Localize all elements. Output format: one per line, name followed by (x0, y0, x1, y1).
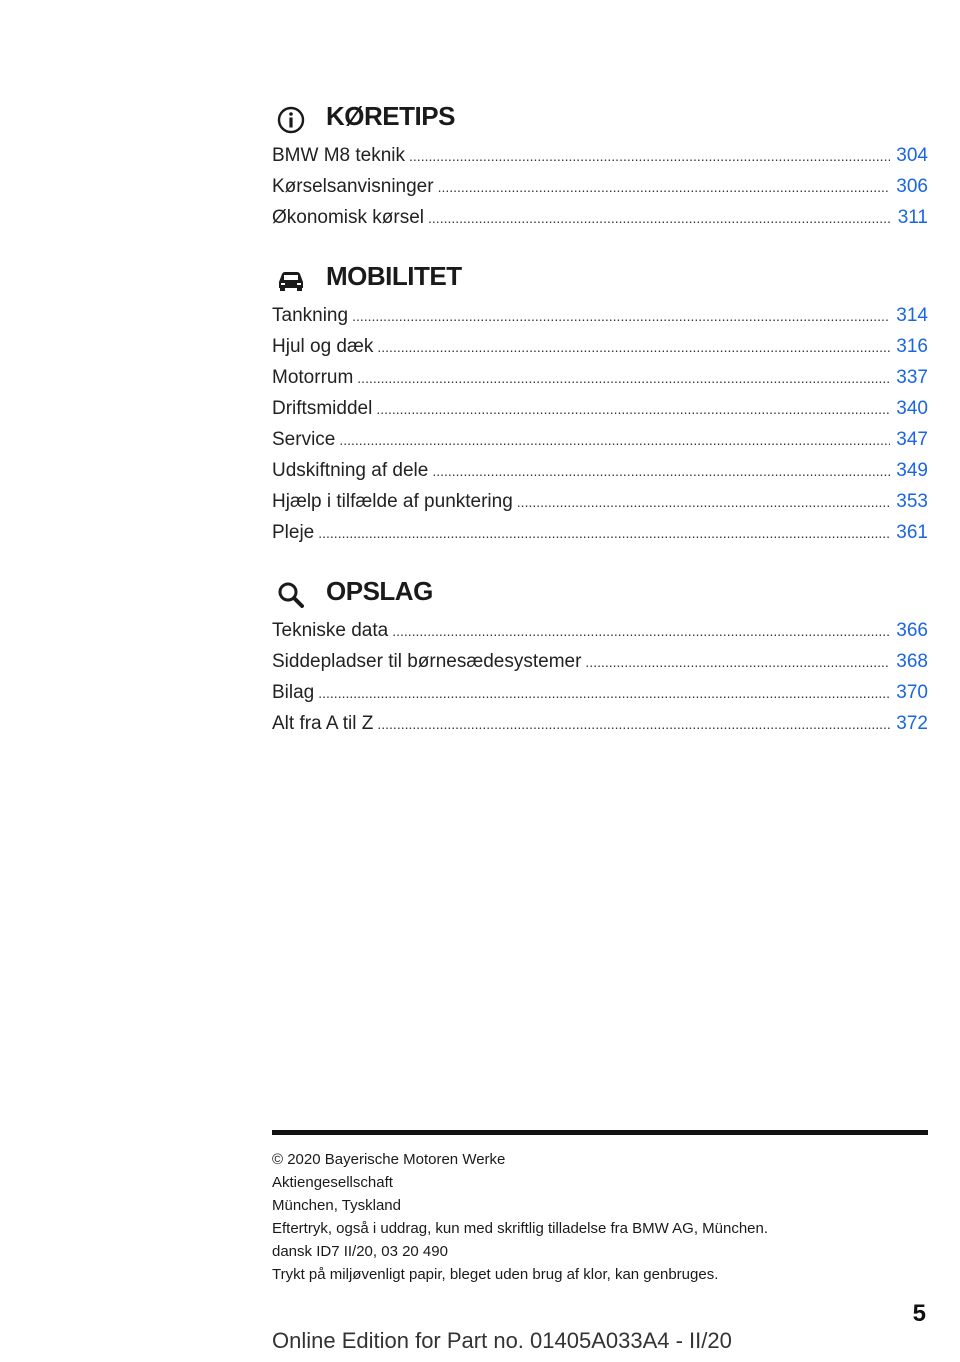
toc-entry[interactable] (272, 646, 928, 677)
toc-page-link[interactable]: 337 (896, 367, 928, 388)
imprint-line: Trykt på miljøvenligt papir, bleget uden brug af klor, kan genbruges. (272, 1266, 719, 1283)
section-opslag (272, 574, 928, 739)
toc-entry-label: Tekniske data (272, 620, 389, 641)
toc-page-link[interactable]: 353 (896, 491, 928, 512)
toc-page-link[interactable]: 306 (896, 176, 928, 197)
toc-entry[interactable] (272, 708, 928, 739)
toc-page-link[interactable]: 314 (896, 305, 928, 326)
toc-entry[interactable] (272, 171, 928, 202)
toc-page-link[interactable]: 304 (896, 145, 928, 166)
toc-entry[interactable] (272, 615, 928, 646)
dot-leader (409, 141, 890, 172)
toc-page-link[interactable]: 366 (896, 620, 928, 641)
divider-rule (272, 1130, 928, 1135)
section-title: MOBILITET (326, 261, 462, 291)
dot-leader (318, 518, 890, 549)
toc-entry-label: BMW M8 teknik (272, 145, 406, 166)
toc-page-link[interactable]: 349 (896, 460, 928, 481)
dot-leader (339, 425, 890, 456)
section-koeretips (272, 99, 928, 233)
toc-entry[interactable] (272, 455, 928, 486)
toc-entry[interactable] (272, 424, 928, 455)
toc-entry-label: Alt fra A til Z (272, 713, 374, 734)
toc-entry[interactable] (272, 393, 928, 424)
toc-entry[interactable] (272, 362, 928, 393)
toc-entry[interactable] (272, 331, 928, 362)
footer-edition-text: Online Edition for Part no. 01405A033A4 - II/20 (272, 1328, 732, 1353)
dot-leader (318, 678, 890, 709)
dot-leader (392, 616, 890, 647)
imprint-line: Eftertryk, også i uddrag, kun med skriftlig tilladelse fra BMW AG, München. (272, 1220, 769, 1237)
toc-entry-label: Hjul og dæk (272, 336, 374, 357)
dot-leader (377, 709, 890, 740)
toc-entry[interactable] (272, 486, 928, 517)
section-header (272, 259, 928, 299)
dot-leader (432, 456, 890, 487)
toc-entry-label: Siddepladser til børnesædesystemer (272, 651, 582, 672)
imprint (272, 1148, 928, 1286)
dot-leader (377, 332, 890, 363)
toc-list (272, 300, 928, 548)
car-icon (276, 265, 306, 295)
toc-entry-label: Bilag (272, 682, 315, 703)
toc-list (272, 140, 928, 233)
section-header (272, 574, 928, 614)
info-icon (276, 105, 306, 135)
toc-entry-label: Hjælp i tilfælde af punktering (272, 491, 513, 512)
toc-page-link[interactable]: 316 (896, 336, 928, 357)
toc-entry-label: Motorrum (272, 367, 354, 388)
toc-page-link[interactable]: 370 (896, 682, 928, 703)
page-number: 5 (912, 1300, 926, 1327)
dot-leader (352, 301, 890, 332)
toc-entry-label: Udskiftning af dele (272, 460, 429, 481)
section-title: OPSLAG (326, 576, 433, 606)
section-header (272, 99, 928, 139)
toc-entry[interactable] (272, 517, 928, 548)
toc-entry-label: Service (272, 429, 336, 450)
imprint-line: München, Tyskland (272, 1197, 401, 1214)
toc-page-link[interactable]: 347 (896, 429, 928, 450)
toc-page-link[interactable]: 311 (897, 207, 928, 228)
toc-page-link[interactable]: 361 (896, 522, 928, 543)
dot-leader (376, 394, 890, 425)
toc-entry-label: Pleje (272, 522, 315, 543)
toc-page-link[interactable]: 368 (896, 651, 928, 672)
toc-entry-label: Tankning (272, 305, 349, 326)
section-title: KØRETIPS (326, 101, 455, 131)
dot-leader (517, 487, 891, 518)
toc-list (272, 615, 928, 739)
toc-page-link[interactable]: 372 (896, 713, 928, 734)
toc-entry-label: Kørselsanvisninger (272, 176, 434, 197)
toc-entry-label: Økonomisk kørsel (272, 207, 425, 228)
imprint-line: © 2020 Bayerische Motoren Werke (272, 1151, 506, 1168)
dot-leader (585, 647, 890, 678)
toc-entry-label: Driftsmiddel (272, 398, 373, 419)
dot-leader (438, 172, 891, 203)
toc-entry[interactable] (272, 300, 928, 331)
search-icon (276, 580, 306, 610)
toc-page-link[interactable]: 340 (896, 398, 928, 419)
toc-entry[interactable] (272, 677, 928, 708)
toc-entry[interactable] (272, 140, 928, 171)
imprint-line: Aktiengesellschaft (272, 1174, 393, 1191)
imprint-line: dansk ID7 II/20, 03 20 490 (272, 1243, 448, 1260)
toc-entry[interactable] (272, 202, 928, 233)
dot-leader (428, 203, 892, 234)
dot-leader (357, 363, 890, 394)
section-mobilitet (272, 259, 928, 548)
